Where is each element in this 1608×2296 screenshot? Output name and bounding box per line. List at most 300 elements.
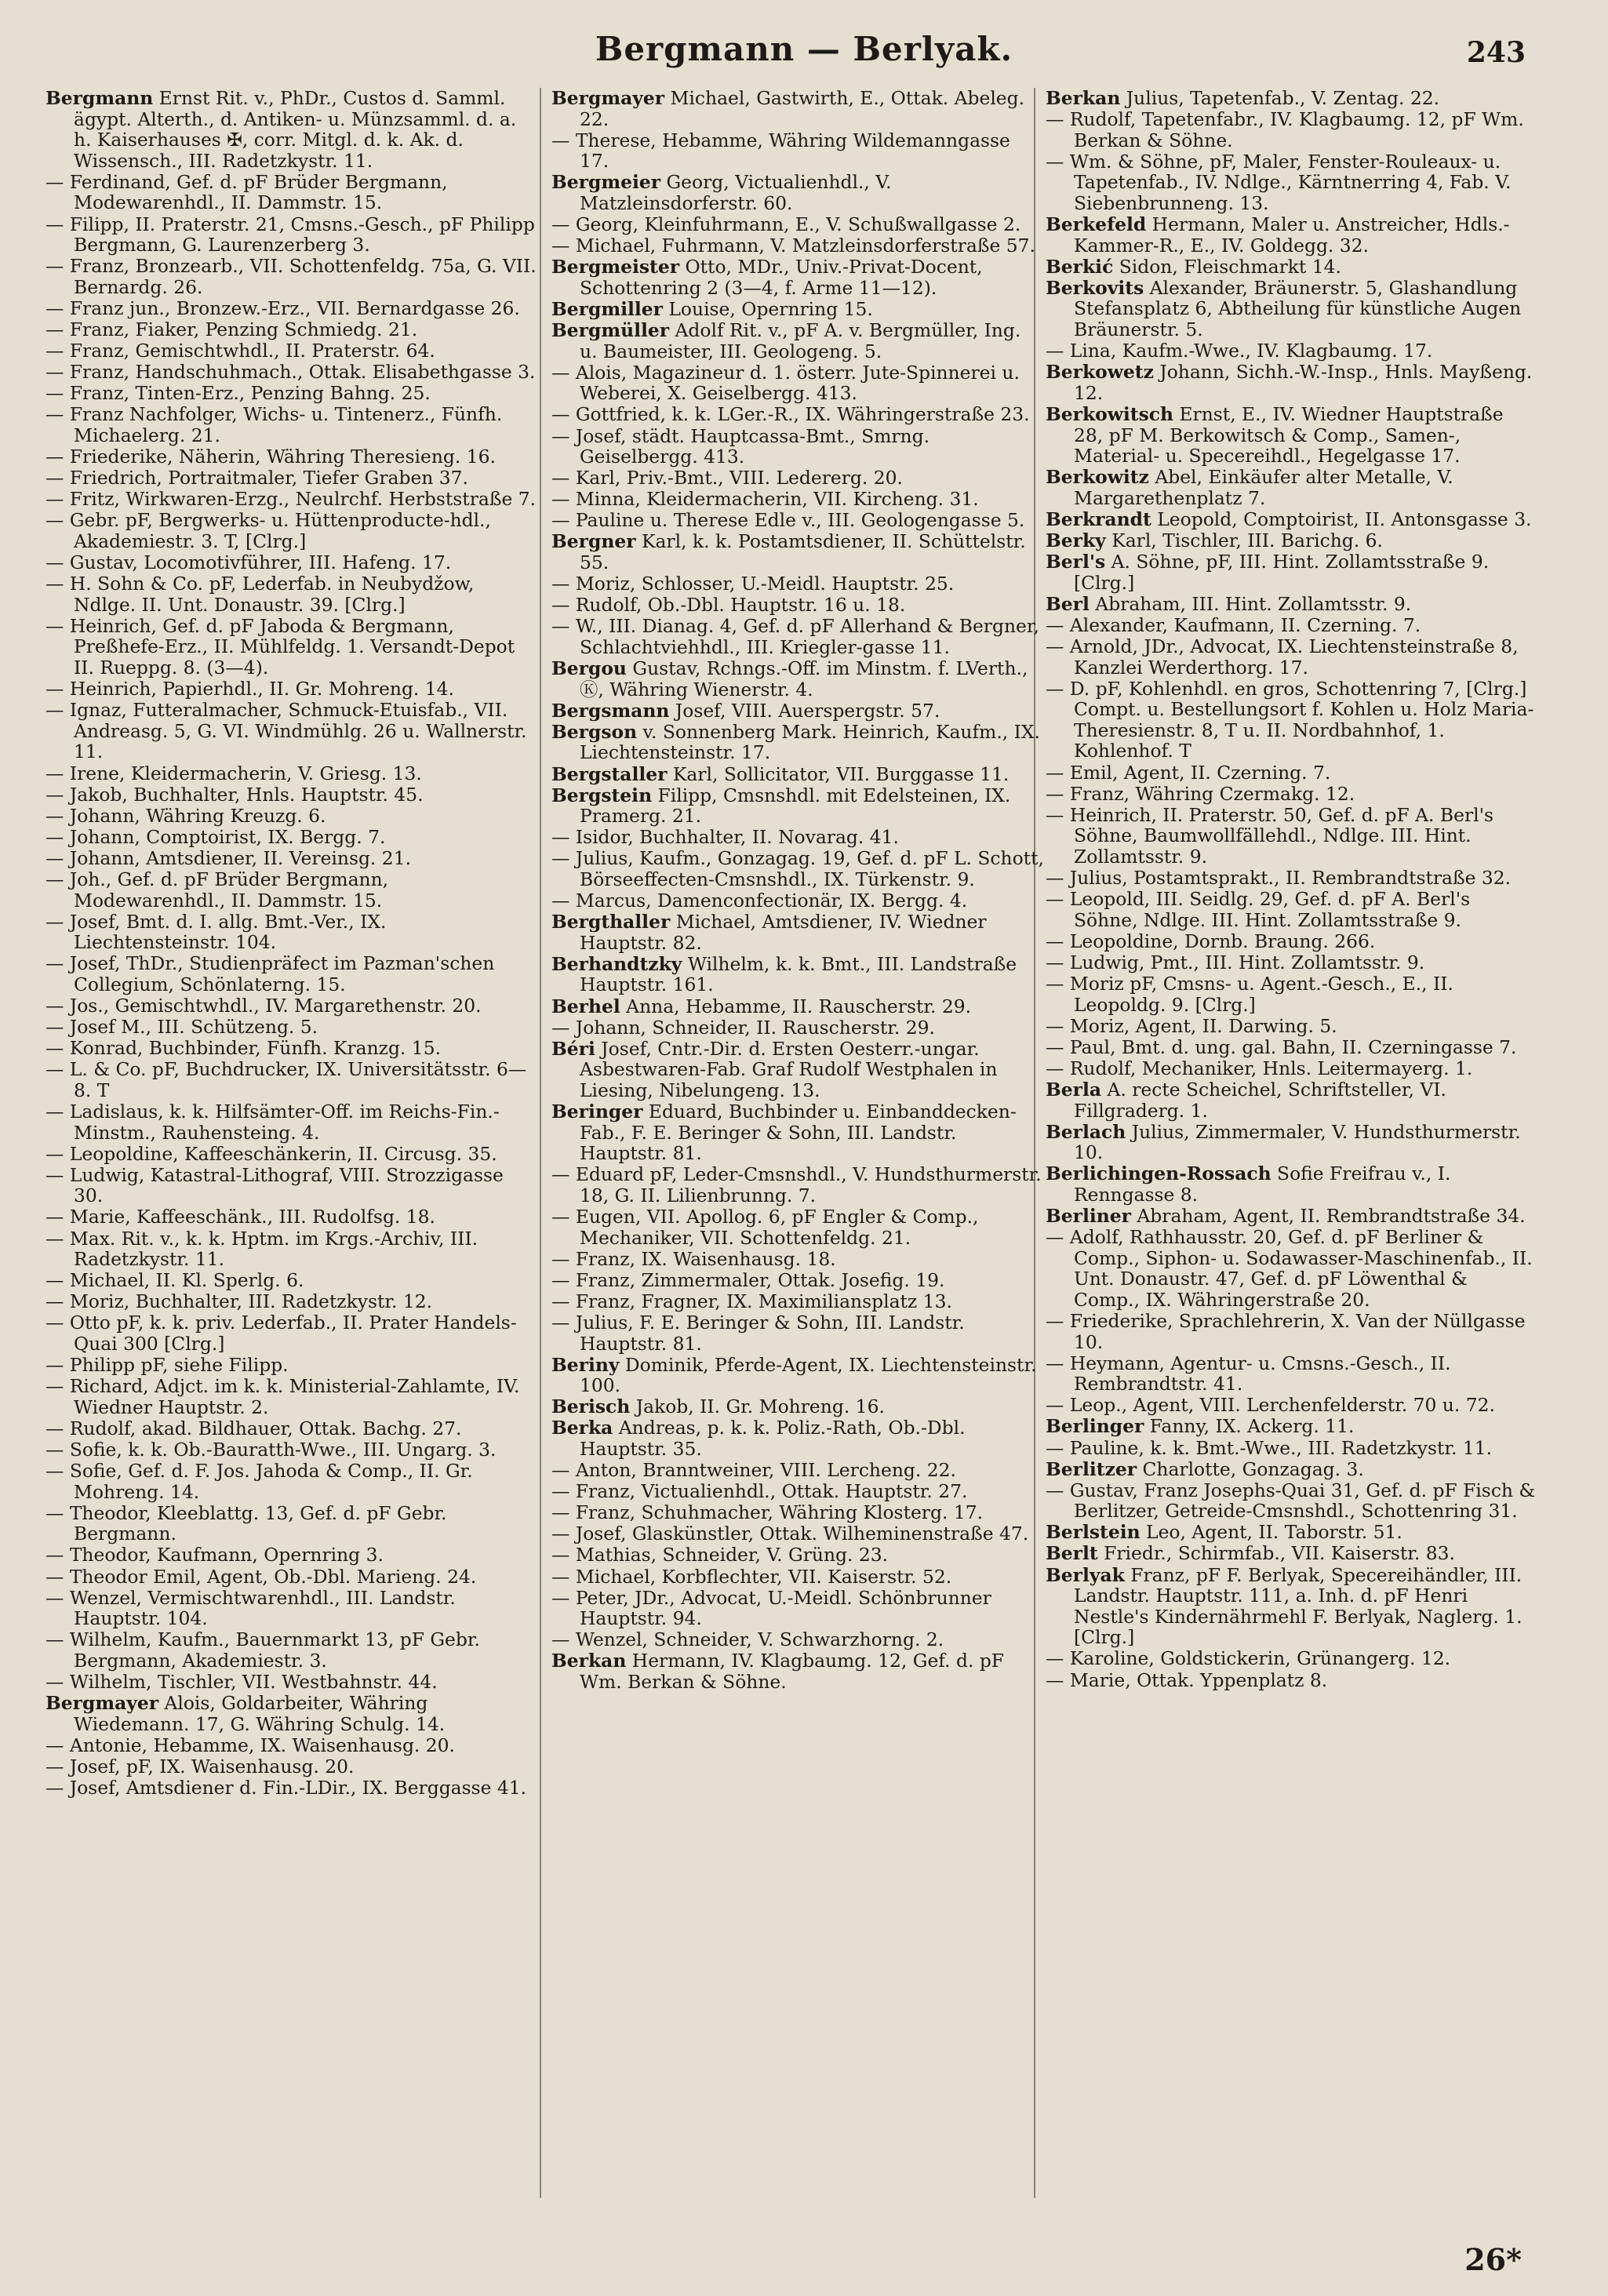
directory-entry — [45, 1291, 538, 1312]
entry-text: — Wenzel, Vermischtwarenhdl., III. Landstr. Hauptstr. 104. — [45, 1586, 456, 1630]
directory-entry — [45, 827, 538, 848]
entry-surname: Bergsmann — [551, 699, 670, 722]
directory-entry — [551, 890, 1044, 911]
entry-text: — Arnold, JDr., Advocat, IX. Liechtensteinstraße 8, Kanzlei Werderthorg. 17. — [1046, 635, 1519, 679]
directory-entry — [45, 911, 538, 953]
entry-text: v. Sonnenberg Mark. Heinrich, Kaufm., IX. Liechtensteinstr. 17. — [580, 720, 1040, 764]
entry-text: Sidon, Fleischmarkt 14. — [1113, 255, 1341, 278]
entry-text: Abel, Einkäufer alter Metalle, V. Margarethenplatz 7. — [1074, 466, 1453, 509]
entry-text: — D. pF, Kohlenhdl. en gros, Schottenring 7, [Clrg.] Compt. u. Bestellungsort f. Kohlen u. Holz Maria-Theresienstr. 8, T u. II. Nordbahnhof, 1. Kohlenhof. T — [1046, 677, 1534, 762]
directory-entry — [1046, 1227, 1538, 1310]
entry-surname: Berlichingen-Rossach — [1046, 1163, 1271, 1185]
entry-text: Michael, Amtsdiener, IV. Wiedner Hauptstr. 82. — [580, 911, 987, 954]
entry-text: Josef, Cntr.-Dir. d. Ersten Oesterr.-ungar. Asbestwaren-Fab. Graf Rudolf Westphalen in Liesing, Nibelungeng. 13. — [580, 1037, 998, 1101]
directory-entry — [551, 1523, 1044, 1545]
directory-entry — [45, 806, 538, 827]
entry-text: — Josef M., III. Schützeng. 5. — [45, 1016, 318, 1039]
entry-text: — Franz, Victualienhdl., Ottak. Hauptstr. 27. — [551, 1480, 968, 1503]
entry-surname: Berkan — [1046, 88, 1121, 109]
entry-text: — Antonie, Hebamme, IX. Waisenhausg. 20. — [45, 1734, 455, 1756]
directory-entry — [45, 1165, 538, 1206]
directory-entry — [551, 1629, 1044, 1650]
directory-entry — [45, 1756, 538, 1777]
entry-text: — Franz, Schuhmacher, Währing Klosterg. 17. — [551, 1501, 984, 1524]
directory-entry — [1046, 551, 1538, 593]
directory-entry — [1046, 257, 1538, 278]
entry-text: — Ludwig, Pmt., III. Hint. Zollamtsstr. 9. — [1046, 951, 1425, 973]
directory-entry — [551, 848, 1044, 890]
directory-entry — [45, 1735, 538, 1756]
directory-entry — [1046, 636, 1538, 678]
entry-text: Dominik, Pferde-Agent, IX. Liechtensteinstr. 100. — [580, 1353, 1037, 1397]
directory-entry — [1046, 973, 1538, 1015]
entry-surname: Bergmayer — [551, 88, 665, 109]
entry-text: — Eugen, VII. Apollog. 6, pF Engler & Comp., Mechaniker, VII. Schottenfeldg. 21. — [551, 1205, 979, 1249]
entry-text: — Michael, Fuhrmann, V. Matzleinsdorferstraße 57. — [551, 235, 1035, 257]
directory-entry — [551, 1481, 1044, 1502]
directory-entry — [45, 489, 538, 510]
entry-text: — Richard, Adjct. im k. k. Ministerial-Zahlamte, IV. Wiedner Hauptstr. 2. — [45, 1375, 520, 1418]
entry-text: — Mathias, Schneider, V. Grüng. 23. — [551, 1544, 889, 1566]
entry-text: — Heinrich, II. Praterstr. 50, Gef. d. pF A. Berl's Söhne, Baumwollfällehdl., Ndlge. III. Hint. Zollamtsstr. 9. — [1046, 803, 1494, 868]
entry-text: Alois, Goldarbeiter, Währing Wiedemann. 17, G. Währing Schulg. 14. — [74, 1692, 446, 1735]
directory-entry — [551, 996, 1044, 1017]
entry-surname: Bergstaller — [551, 762, 668, 785]
entry-text: Abraham, III. Hint. Zollamtsstr. 9. — [1089, 592, 1412, 615]
directory-entry — [45, 953, 538, 995]
entry-text: — Otto pF, k. k. priv. Lederfab., II. Prater Handels-Quai 300 [Clrg.] — [45, 1312, 517, 1355]
entry-text: — Franz, Zimmermaler, Ottak. Josefig. 19. — [551, 1268, 945, 1291]
entry-text: — Peter, JDr., Advocat, U.-Meidl. Schönbrunner Hauptstr. 94. — [551, 1586, 991, 1630]
entry-surname: Béri — [551, 1037, 595, 1060]
directory-entry — [45, 1059, 538, 1101]
directory-entry — [45, 404, 538, 446]
directory-entry — [1046, 1016, 1538, 1037]
entry-text: — Marcus, Damenconfectionär, IX. Bergg. 4. — [551, 890, 968, 912]
entry-text: — Moriz pF, Cmsns- u. Agent.-Gesch., E., II. Leopoldg. 9. [Clrg.] — [1046, 972, 1453, 1016]
entry-text: — Alois, Magazineur d. 1. österr. Jute-Spinnerei u. Weberei, X. Geiselbergg. 413. — [551, 361, 1020, 405]
directory-entry — [45, 1439, 538, 1461]
entry-text: — Gebr. pF, Bergwerks- u. Hüttenproducte-hdl., Akademiestr. 3. T, [Clrg.] — [45, 509, 491, 552]
entry-text: — Marie, Ottak. Yppenplatz 8. — [1046, 1668, 1328, 1691]
entry-text: — Theodor Emil, Agent, Ob.-Dbl. Marieng. 24. — [45, 1565, 477, 1588]
entry-surname: Berkovits — [1046, 276, 1144, 299]
entry-surname: Berkefeld — [1046, 213, 1147, 236]
entry-surname: Berkowitsch — [1046, 402, 1174, 425]
directory-entry — [1046, 509, 1538, 530]
entry-surname: Bergou — [551, 657, 627, 680]
directory-entry — [1046, 952, 1538, 973]
directory-entry — [551, 722, 1044, 763]
directory-entry — [551, 1502, 1044, 1523]
directory-entry — [45, 1629, 538, 1671]
directory-entry — [45, 340, 538, 362]
entry-surname: Berla — [1046, 1078, 1102, 1101]
directory-entry — [1046, 1395, 1538, 1416]
directory-entry — [1046, 278, 1538, 340]
entry-text: — Friederike, Sprachlehrerin, X. Van der Nüllgasse 10. — [1046, 1309, 1526, 1353]
directory-entry — [1046, 1058, 1538, 1079]
entry-text: — Leopoldine, Kaffeeschänkerin, II. Circusg. 35. — [45, 1142, 497, 1165]
directory-entry — [551, 785, 1044, 827]
directory-entry — [45, 1312, 538, 1354]
directory-entry — [1046, 1311, 1538, 1352]
directory-entry — [551, 1017, 1044, 1039]
entry-surname: Berlyak — [1046, 1563, 1125, 1586]
directory-entry — [45, 1418, 538, 1439]
entry-text: A. Söhne, pF, III. Hint. Zollamtsstraße 9. [Clrg.] — [1074, 551, 1490, 594]
entry-text: — Adolf, Rathhausstr. 20, Gef. d. pF Berliner & Comp., Siphon- u. Sodawasser-Maschinenfab., II. Unt. Donaustr. 47, Gef. d. pF Löwenthal & Comp., IX. Währingerstraße 20. — [1046, 1226, 1533, 1311]
entry-text: — Franz, Handschuhmach., Ottak. Elisabethgasse 3. — [45, 361, 536, 384]
entry-text: — Rudolf, Ob.-Dbl. Hauptstr. 16 u. 18. — [551, 594, 906, 617]
directory-entry — [45, 298, 538, 319]
directory-entry — [551, 510, 1044, 531]
directory-entry — [1046, 1438, 1538, 1459]
directory-entry — [45, 446, 538, 468]
directory-entry — [45, 468, 538, 489]
entry-text: — Ludwig, Katastral-Lithograf, VIII. Strozzigasse 30. — [45, 1163, 504, 1207]
entry-text: — Joh., Gef. d. pF Brüder Bergmann, Modewarenhdl., II. Dammstr. 15. — [45, 868, 389, 911]
entry-text: — Therese, Hebamme, Währing Wildemanngasse 17. — [551, 129, 1010, 173]
entry-text: Josef, VIII. Auerspergstr. 57. — [669, 699, 940, 722]
directory-entry — [45, 616, 538, 679]
entry-text: — Konrad, Buchbinder, Fünfh. Kranzg. 15. — [45, 1037, 442, 1060]
directory-entry — [1046, 1459, 1538, 1480]
entry-text: — Heinrich, Gef. d. pF Jaboda & Bergmann, Preßhefe-Erz., II. Mühlfeldg. 1. Versandt-Depot II. Rueppg. 8. (3—4). — [45, 614, 515, 679]
directory-entry — [45, 552, 538, 573]
entry-text: — Wenzel, Schneider, V. Schwarzhorng. 2. — [551, 1628, 944, 1651]
entry-text: — Sofie, Gef. d. F. Jos. Jahoda & Comp., II. Gr. Mohreng. 14. — [45, 1460, 473, 1503]
directory-entry — [1046, 1206, 1538, 1227]
entry-surname: Berl's — [1046, 551, 1106, 573]
directory-entry — [1046, 362, 1538, 403]
entry-surname: Berisch — [551, 1395, 631, 1418]
entry-surname: Berky — [1046, 529, 1106, 551]
entry-surname: Berlstein — [1046, 1521, 1141, 1544]
entry-text: Louise, Opernring 15. — [662, 297, 873, 320]
entry-text: — Max. Rit. v., k. k. Hptm. im Krgs.-Archiv, III. Radetzkystr. 11. — [45, 1227, 478, 1271]
entry-text: Eduard, Buchbinder u. Einbanddecken-Fab., F. E. Beringer & Sohn, III. Landstr. Hauptstr. 81. — [580, 1101, 1017, 1165]
directory-entry — [45, 784, 538, 806]
entry-text: Leo, Agent, II. Taborstr. 51. — [1140, 1521, 1402, 1544]
entry-text: — Josef, pF, IX. Waisenhausg. 20. — [45, 1755, 355, 1777]
column-divider — [540, 88, 541, 2198]
directory-entry — [551, 235, 1044, 257]
directory-entry — [551, 1460, 1044, 1481]
directory-entry — [551, 1650, 1044, 1692]
entry-text: — W., III. Dianag. 4, Gef. d. pF Allerhand & Bergner, Schlachtviehhdl., III. Kriegler-gasse 11. — [551, 615, 1039, 658]
entry-text: — Gustav, Franz Josephs-Quai 31, Gef. d. pF Fisch & Berlitzer, Getreide-Cmsnshdl., Schottenring 31. — [1046, 1479, 1536, 1523]
directory-entry — [1046, 868, 1538, 889]
page-number: 243 — [1466, 36, 1526, 69]
entry-text: — Jakob, Buchhalter, Hnls. Hauptstr. 45. — [45, 783, 424, 806]
directory-entry — [551, 1417, 1044, 1459]
entry-surname: Berkowetz — [1046, 361, 1154, 384]
entry-text: — Franz, IX. Waisenhausg. 18. — [551, 1247, 836, 1270]
directory-entry — [45, 1228, 538, 1270]
entry-text: Hermann, Maler u. Anstreicher, Hdls.-Kammer-R., E., IV. Goldegg. 32. — [1074, 213, 1510, 257]
entry-text: — Jos., Gemischtwhdl., IV. Margarethenstr. 20. — [45, 995, 482, 1017]
entry-text: A. recte Scheichel, Schriftsteller, VI. Fillgraderg. 1. — [1074, 1078, 1446, 1122]
entry-text: — Theodor, Kaufmann, Opernring 3. — [45, 1544, 384, 1566]
entry-surname: Berliner — [1046, 1204, 1131, 1227]
directory-entry — [1046, 1543, 1538, 1564]
entry-text: Anna, Hebamme, II. Rauscherstr. 29. — [620, 995, 972, 1017]
directory-entry — [551, 1291, 1044, 1312]
entry-text: Sofie Freifrau v., I. Renngasse 8. — [1074, 1163, 1451, 1206]
entry-text: Johann, Sichh.-W.-Insp., Hnls. Mayßeng. 12. — [1074, 361, 1533, 404]
entry-text: — Isidor, Buchhalter, II. Novarag. 41. — [551, 826, 899, 849]
directory-entry — [551, 616, 1044, 657]
entry-surname: Bergthaller — [551, 911, 671, 933]
entry-text: — Karoline, Goldstickerin, Grünangerg. 12. — [1046, 1647, 1451, 1670]
entry-text: — Franz, Fragner, IX. Maximiliansplatz 13. — [551, 1290, 952, 1312]
entry-text: — Georg, Kleinfuhrmann, E., V. Schußwallgasse 2. — [551, 213, 1021, 236]
directory-entry — [551, 764, 1044, 785]
entry-text: — Karl, Priv.-Bmt., VIII. Ledererg. 20. — [551, 467, 903, 489]
entry-text: — Julius, F. E. Beringer & Sohn, III. Landstr. Hauptstr. 81. — [551, 1311, 965, 1355]
directory-entry — [551, 299, 1044, 320]
entry-text: Friedr., Schirmfab., VII. Kaiserstr. 83. — [1097, 1542, 1455, 1565]
directory-entry — [45, 1566, 538, 1588]
directory-entry — [45, 1693, 538, 1734]
directory-entry — [1046, 88, 1538, 109]
directory-entry — [551, 1249, 1044, 1270]
directory-entry — [551, 1588, 1044, 1629]
entry-surname: Berkrandt — [1046, 508, 1151, 530]
entry-surname: Bergmann — [45, 88, 154, 109]
directory-entry — [551, 257, 1044, 298]
entry-surname: Beringer — [551, 1101, 643, 1123]
entry-surname: Berlitzer — [1046, 1457, 1137, 1480]
directory-entry — [45, 573, 538, 615]
directory-entry — [1046, 805, 1538, 868]
entry-text: Franz, pF F. Berlyak, Specereihändler, III. Landstr. Hauptstr. 111, a. Inh. d. pF Henri Nestle's Kindernährmehl F. Berlyak, Naglerg. 1. [Clrg.] — [1074, 1563, 1523, 1649]
entry-text: — Johann, Schneider, II. Rauscherstr. 29. — [551, 1016, 935, 1039]
entry-surname: Berhandtzky — [551, 952, 682, 975]
entry-text: — L. & Co. pF, Buchdrucker, IX. Universitätsstr. 6—8. T — [45, 1058, 527, 1101]
entry-text: — Pauline u. Therese Edle v., III. Geologengasse 5. — [551, 509, 1025, 532]
entry-text: Charlotte, Gonzagag. 3. — [1137, 1457, 1364, 1480]
directory-entry — [45, 256, 538, 297]
entry-text: Karl, Tischler, III. Barichg. 6. — [1105, 529, 1383, 551]
entry-text: Hermann, IV. Klagbaumg. 12, Gef. d. pF Wm. Berkan & Söhne. — [580, 1650, 1005, 1694]
entry-text: Leopold, Comptoirist, II. Antonsgasse 3. — [1151, 508, 1532, 530]
entry-text: Gustav, Rchngs.-Off. im Minstm. f. LVerth., Ⓚ, Währing Wienerstr. 4. — [580, 657, 1028, 700]
entry-text: Ernst, E., IV. Wiedner Hauptstraße 28, pF M. Berkowitsch & Comp., Samen-, Material- u. Specereihdl., Hegelgasse 17. — [1074, 402, 1504, 468]
directory-entry — [1046, 1565, 1538, 1648]
entry-text: — Friedrich, Portraitmaler, Tiefer Graben 37. — [45, 467, 468, 489]
directory-entry — [551, 1566, 1044, 1588]
entry-text: Filipp, Cmsnshdl. mit Edelsteinen, IX. Pramerg. 21. — [580, 784, 1011, 828]
entry-text: — Michael, II. Kl. Sperlg. 6. — [45, 1269, 304, 1292]
directory-entry — [45, 1355, 538, 1376]
directory-entry — [45, 1270, 538, 1291]
entry-text: — Theodor, Kleeblattg. 13, Gef. d. pF Gebr. Bergmann. — [45, 1501, 447, 1545]
entry-text: — Franz, Gemischtwhdl., II. Praterstr. 64. — [45, 340, 435, 362]
entry-text: — Friederike, Näherin, Währing Theresieng. 16. — [45, 446, 496, 468]
directory-entry — [45, 1672, 538, 1693]
entry-text: — Rudolf, akad. Bildhauer, Ottak. Bachg. 27. — [45, 1417, 462, 1439]
entry-text: — Franz jun., Bronzew.-Erz., VII. Bernardgasse 26. — [45, 297, 520, 319]
entry-text: — Anton, Branntweiner, VIII. Lercheng. 22. — [551, 1459, 956, 1482]
entry-text: — Ladislaus, k. k. Hilfsämter-Off. im Reichs-Fin.-Minstm., Rauhensteing. 4. — [45, 1101, 500, 1144]
directory-entry — [551, 1270, 1044, 1291]
entry-text: Karl, k. k. Postamtsdiener, II. Schüttelstr. 55. — [580, 530, 1026, 574]
directory-entry — [1046, 931, 1538, 952]
directory-entry — [1046, 1648, 1538, 1669]
entry-text: — Josef, Bmt. d. I. allg. Bmt.-Ver., IX. Liechtensteinstr. 104. — [45, 910, 387, 954]
entry-text: — Marie, Kaffeeschänk., III. Rudolfsg. 18. — [45, 1206, 435, 1228]
directory-entry — [45, 88, 538, 171]
directory-column-2 — [551, 88, 1044, 2206]
directory-entry — [1046, 1416, 1538, 1437]
entry-text: — Moriz, Schlosser, U.-Meidl. Hauptstr. 25. — [551, 573, 955, 595]
directory-entry — [45, 995, 538, 1017]
directory-entry — [1046, 214, 1538, 256]
entry-text: — Franz, Fiaker, Penzing Schmiedg. 21. — [45, 318, 418, 341]
directory-entry — [551, 88, 1044, 129]
directory-entry — [551, 573, 1044, 595]
directory-entry — [45, 1461, 538, 1502]
entry-text: — Josef, städt. Hauptcassa-Bmt., Smrng. Geiselbergg. 413. — [551, 424, 930, 468]
directory-entry — [551, 1355, 1044, 1396]
entry-text: — Josef, Amtsdiener d. Fin.-LDir., IX. Berggasse 41. — [45, 1777, 527, 1799]
directory-entry — [1046, 1353, 1538, 1395]
directory-entry — [551, 1545, 1044, 1566]
entry-text: — Eduard pF, Leder-Cmsnshdl., V. Hundsthurmerstr. 18, G. II. Lilienbrunng. 7. — [551, 1163, 1042, 1206]
directory-entry — [45, 319, 538, 340]
directory-entry — [551, 827, 1044, 848]
entry-text: — Sofie, k. k. Ob.-Bauratth-Wwe., III. Ungarg. 3. — [45, 1439, 497, 1461]
directory-entry — [1046, 594, 1538, 615]
entry-text: Otto, MDr., Univ.-Privat-Docent, Schottenring 2 (3—4, f. Arme 11—12). — [580, 256, 983, 299]
entry-surname: Berkan — [551, 1650, 627, 1672]
directory-entry — [1046, 762, 1538, 784]
directory-entry — [551, 468, 1044, 489]
directory-entry — [1046, 1163, 1538, 1205]
entry-text: — Ignaz, Futteralmacher, Schmuck-Etuisfab., VII. Andreasg. 5, G. VI. Windmühlg. 26 u. Wallnerstr. 11. — [45, 699, 527, 763]
entry-text: — Gustav, Locomotivführer, III. Hafeng. 17. — [45, 551, 452, 574]
entry-surname: Berka — [551, 1417, 613, 1439]
directory-entry — [45, 214, 538, 256]
entry-surname: Bergmiller — [551, 297, 663, 320]
entry-text: — Lina, Kaufm.-Wwe., IV. Klagbaumg. 17. — [1046, 340, 1433, 362]
directory-entry — [45, 679, 538, 700]
entry-text: — Heinrich, Papierhdl., II. Gr. Mohreng. 14. — [45, 678, 454, 700]
entry-surname: Berhel — [551, 995, 620, 1017]
entry-text: — Philipp pF, siehe Filipp. — [45, 1354, 289, 1377]
entry-surname: Berl — [1046, 592, 1090, 615]
directory-entry — [1046, 404, 1538, 467]
directory-entry — [551, 130, 1044, 172]
directory-column-1 — [45, 88, 538, 2206]
entry-text: Julius, Zimmermaler, V. Hundsthurmerstr. 10. — [1074, 1120, 1521, 1164]
entry-surname: Bergmayer — [45, 1692, 159, 1715]
directory-entry — [1046, 679, 1538, 762]
running-title: Bergmann — Berlyak. — [595, 30, 1013, 68]
entry-text: — Moriz, Buchhalter, III. Radetzkystr. 12. — [45, 1290, 433, 1313]
directory-entry — [1046, 340, 1538, 362]
entry-text: — Johann, Währing Kreuzg. 6. — [45, 804, 326, 827]
entry-text: Julius, Tapetenfab., V. Zentag. 22. — [1120, 88, 1440, 109]
entry-text: — Leop., Agent, VIII. Lerchenfelderstr. 70 u. 72. — [1046, 1394, 1495, 1417]
entry-text: — Pauline, k. k. Bmt.-Wwe., III. Radetzkystr. 11. — [1046, 1436, 1493, 1459]
entry-text: Karl, Sollicitator, VII. Burggasse 11. — [667, 762, 1010, 785]
directory-entry — [1046, 1079, 1538, 1121]
directory-entry — [551, 214, 1044, 235]
directory-entry — [45, 700, 538, 762]
directory-entry — [45, 510, 538, 551]
entry-text: — Johann, Amtsdiener, II. Vereinsg. 21. — [45, 846, 412, 869]
entry-surname: Beriny — [551, 1353, 620, 1376]
signature-mark: 26* — [1464, 2242, 1522, 2277]
entry-text: — H. Sohn & Co. pF, Lederfab. in Neubydžow, Ndlge. II. Unt. Donaustr. 39. [Clrg.] — [45, 573, 475, 616]
entry-surname: Berkowitz — [1046, 466, 1149, 489]
entry-surname: Bergmüller — [551, 319, 670, 342]
entry-text: Alexander, Bräunerstr. 5, Glashandlung Stefansplatz 6, Abtheilung für künstliche Augen Bräunerstr. 5. — [1074, 276, 1522, 341]
entry-text: — Leopold, III. Seidlg. 29, Gef. d. pF A. Berl's Söhne, Ndlge. III. Hint. Zollamtsstraße 9. — [1046, 888, 1471, 931]
directory-entry — [1046, 467, 1538, 508]
directory-entry — [45, 1206, 538, 1228]
directory-entry — [1046, 109, 1538, 151]
directory-entry — [551, 172, 1044, 213]
directory-entry — [551, 1039, 1044, 1101]
entry-text: — Rudolf, Mechaniker, Hnls. Leitermayerg. 1. — [1046, 1057, 1473, 1079]
directory-entry — [1046, 151, 1538, 214]
directory-entry — [45, 362, 538, 383]
entry-text: — Paul, Bmt. d. ung. gal. Bahn, II. Czerningasse 7. — [1046, 1035, 1517, 1058]
entry-text: — Wilhelm, Kaufm., Bauernmarkt 13, pF Gebr. Bergmann, Akademiestr. 3. — [45, 1628, 480, 1672]
directory-entry — [551, 426, 1044, 468]
entry-text: — Julius, Kaufm., Gonzagag. 19, Gef. d. pF L. Schott, Börseeffecten-Cmsnshdl., IX. Türkenstr. 9. — [551, 847, 1044, 890]
entry-text: Wilhelm, k. k. Bmt., III. Landstraße Hauptstr. 161. — [580, 952, 1017, 996]
directory-entry — [551, 362, 1044, 404]
entry-surname: Bergson — [551, 720, 638, 743]
entry-text: — Alexander, Kaufmann, II. Czerning. 7. — [1046, 613, 1421, 636]
entry-text: — Irene, Kleidermacherin, V. Griesg. 13. — [45, 762, 422, 784]
entry-text: — Rudolf, Tapetenfabr., IV. Klagbaumg. 12, pF Wm. Berkan & Söhne. — [1046, 108, 1524, 151]
directory-entry — [1046, 784, 1538, 805]
entry-text: — Julius, Postamtsprakt., II. Rembrandtstraße 32. — [1046, 866, 1512, 889]
directory-entry — [551, 489, 1044, 510]
entry-text: — Emil, Agent, II. Czerning. 7. — [1046, 761, 1331, 784]
entry-surname: Bergmeier — [551, 171, 661, 194]
directory-entry — [45, 1038, 538, 1059]
entry-text: — Moriz, Agent, II. Darwing. 5. — [1046, 1014, 1337, 1037]
directory-entry — [1046, 1522, 1538, 1543]
entry-surname: Berlach — [1046, 1120, 1126, 1143]
directory-entry — [551, 1396, 1044, 1417]
directory-entry — [1046, 1037, 1538, 1058]
directory-entry — [45, 848, 538, 869]
directory-entry — [551, 320, 1044, 362]
entry-text: — Johann, Comptoirist, IX. Bergg. 7. — [45, 825, 386, 848]
directory-entry — [45, 1777, 538, 1799]
directory-entry — [1046, 1670, 1538, 1691]
entry-surname: Berkić — [1046, 255, 1114, 278]
directory-entry — [1046, 1122, 1538, 1163]
entry-text: — Franz, Tinten-Erz., Penzing Bahng. 25. — [45, 382, 431, 405]
entry-text: — Filipp, II. Praterstr. 21, Cmsns.-Gesch., pF Philipp Bergmann, G. Laurenzerberg 3. — [45, 213, 535, 257]
entry-text: Michael, Gastwirth, E., Ottak. Abeleg. 22. — [580, 88, 1025, 130]
entry-text: Fanny, IX. Ackerg. 11. — [1144, 1415, 1355, 1438]
entry-text: — Ferdinand, Gef. d. pF Brüder Bergmann, Modewarenhdl., II. Dammstr. 15. — [45, 170, 448, 214]
page-header — [0, 30, 1608, 77]
entry-text: Ernst Rit. v., PhDr., Custos d. Samml. ägypt. Alterth., d. Antiken- u. Münzsamml. d. a. h. Kaiserhauses ✠, corr. Mitgl. d. k. Ak. d. Wissensch., III. Radetzkystr. 11. — [74, 88, 517, 172]
entry-surname: Berlinger — [1046, 1415, 1144, 1438]
directory-entry — [551, 595, 1044, 616]
